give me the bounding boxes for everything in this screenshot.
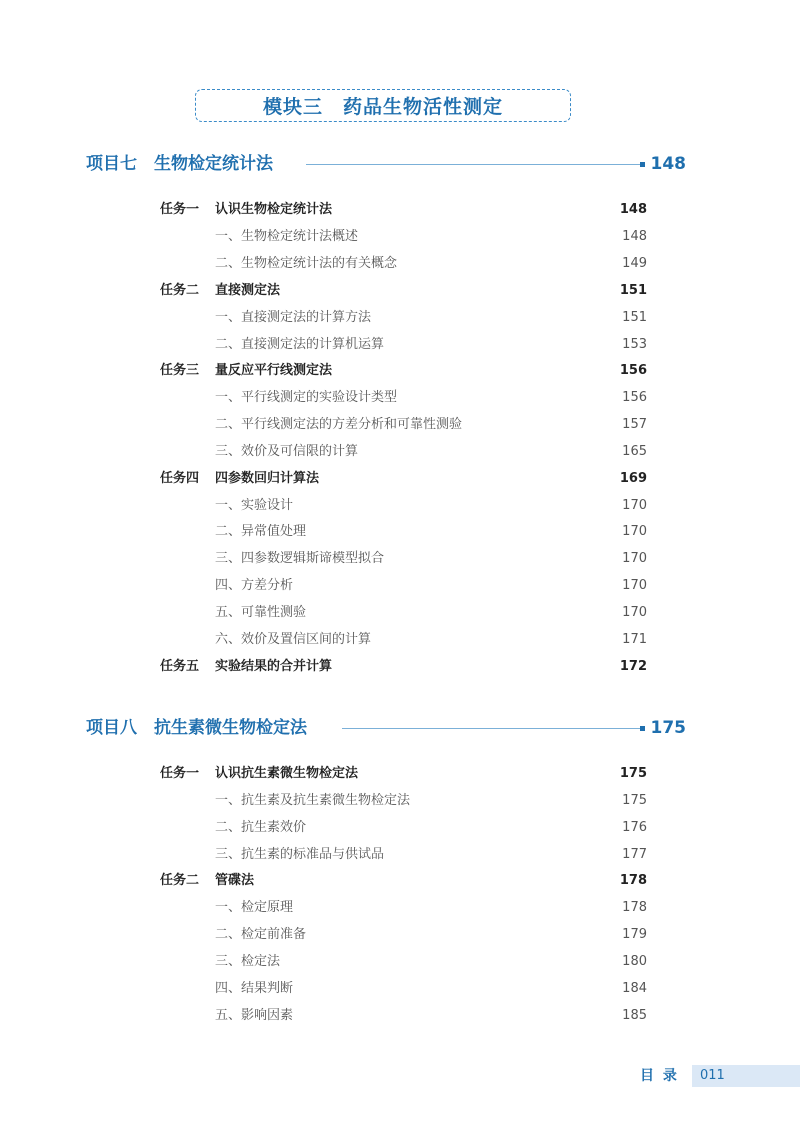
subsection-title: 三、抗生素的标准品与供试品 — [215, 847, 385, 862]
toc-task-row[interactable] — [160, 657, 647, 677]
toc-task-row[interactable] — [160, 200, 647, 220]
toc-subsection-row[interactable] — [160, 818, 647, 838]
page-number: 184 — [622, 981, 647, 996]
toc-subsection-row[interactable] — [160, 415, 647, 435]
footer-label: 目 录 — [640, 1068, 679, 1084]
subsection-title: 一、平行线测定的实验设计类型 — [215, 390, 398, 405]
task-title: 实验结果的合并计算 — [215, 659, 333, 674]
task-title: 认识抗生素微生物检定法 — [215, 766, 359, 781]
page-number: 177 — [622, 847, 647, 862]
subsection-title: 三、效价及可信限的计算 — [215, 444, 359, 459]
toc-task-row[interactable] — [160, 764, 647, 784]
toc-subsection-row[interactable] — [160, 952, 647, 972]
toc-subsection-row[interactable] — [160, 576, 647, 596]
page-number: 153 — [622, 337, 647, 352]
toc-subsection-row[interactable] — [160, 791, 647, 811]
toc-task-row[interactable] — [160, 469, 647, 489]
toc-task-row[interactable] — [160, 871, 647, 891]
subsection-title: 三、检定法 — [215, 954, 281, 969]
project-heading[interactable] — [86, 716, 686, 740]
page-number: 156 — [622, 390, 647, 405]
task-number: 任务一 — [160, 766, 200, 781]
module-title: 模块三 药品生物活性测定 — [262, 96, 503, 118]
project-heading[interactable] — [86, 152, 686, 176]
task-number: 任务二 — [160, 283, 200, 298]
toc-subsection-row[interactable] — [160, 496, 647, 516]
page-number: 170 — [622, 578, 647, 593]
toc-subsection-row[interactable] — [160, 442, 647, 462]
page-number: 185 — [622, 1008, 647, 1023]
subsection-title: 二、检定前准备 — [215, 927, 307, 942]
subsection-title: 一、直接测定法的计算方法 — [215, 310, 372, 325]
task-title: 管碟法 — [215, 873, 255, 888]
page-number: 175 — [622, 793, 647, 808]
toc-subsection-row[interactable] — [160, 522, 647, 542]
subsection-title: 五、影响因素 — [215, 1008, 294, 1023]
page-number: 170 — [622, 524, 647, 539]
subsection-title: 二、抗生素效价 — [215, 820, 307, 835]
subsection-title: 二、生物检定统计法的有关概念 — [215, 256, 398, 271]
subsection-title: 三、四参数逻辑斯谛模型拟合 — [215, 551, 385, 566]
project-page-number: 148 — [650, 154, 686, 174]
page-number: 151 — [622, 310, 647, 325]
toc-subsection-row[interactable] — [160, 549, 647, 569]
toc-subsection-row[interactable] — [160, 603, 647, 623]
task-number: 任务三 — [160, 363, 200, 378]
subsection-title: 一、检定原理 — [215, 900, 294, 915]
page-number: 148 — [622, 229, 647, 244]
page-number: 149 — [622, 256, 647, 271]
toc-subsection-row[interactable] — [160, 254, 647, 274]
leader-dot — [640, 726, 645, 731]
project-label: 项目八 抗生素微生物检定法 — [86, 718, 307, 738]
page-number: 170 — [622, 605, 647, 620]
toc-task-row[interactable] — [160, 281, 647, 301]
task-number: 任务一 — [160, 202, 200, 217]
page-number: 178 — [622, 900, 647, 915]
leader-dot — [640, 162, 645, 167]
module-heading-box — [195, 89, 571, 122]
page-number: 165 — [622, 444, 647, 459]
task-title: 直接测定法 — [215, 283, 281, 298]
project-label: 项目七 生物检定统计法 — [86, 154, 273, 174]
leader-line — [306, 164, 640, 165]
page-number: 176 — [622, 820, 647, 835]
toc-subsection-row[interactable] — [160, 1006, 647, 1026]
task-title: 认识生物检定统计法 — [215, 202, 333, 217]
toc-subsection-row[interactable] — [160, 898, 647, 918]
page-number: 179 — [622, 927, 647, 942]
toc-subsection-row[interactable] — [160, 227, 647, 247]
task-number: 任务五 — [160, 659, 200, 674]
page-number: 180 — [622, 954, 647, 969]
page-number: 157 — [622, 417, 647, 432]
subsection-title: 二、异常值处理 — [215, 524, 307, 539]
subsection-title: 一、生物检定统计法概述 — [215, 229, 359, 244]
subsection-title: 四、结果判断 — [215, 981, 294, 996]
toc-subsection-row[interactable] — [160, 845, 647, 865]
subsection-title: 二、直接测定法的计算机运算 — [215, 337, 385, 352]
page-number: 148 — [619, 202, 647, 217]
task-title: 四参数回归计算法 — [215, 471, 320, 486]
task-number: 任务二 — [160, 873, 200, 888]
page-number: 170 — [622, 551, 647, 566]
page-number: 170 — [622, 498, 647, 513]
page-number: 172 — [619, 659, 647, 674]
page-number: 178 — [619, 873, 647, 888]
page-number: 156 — [619, 363, 647, 378]
subsection-title: 二、平行线测定法的方差分析和可靠性测验 — [215, 417, 463, 432]
footer-page-number: 011 — [700, 1068, 725, 1083]
project-page-number: 175 — [650, 718, 686, 738]
page-number: 169 — [619, 471, 647, 486]
page-number: 151 — [619, 283, 647, 298]
subsection-title: 四、方差分析 — [215, 578, 294, 593]
toc-subsection-row[interactable] — [160, 388, 647, 408]
subsection-title: 六、效价及置信区间的计算 — [215, 632, 372, 647]
page-number: 175 — [619, 766, 647, 781]
toc-subsection-row[interactable] — [160, 630, 647, 650]
toc-subsection-row[interactable] — [160, 335, 647, 355]
toc-task-row[interactable] — [160, 361, 647, 381]
leader-line — [342, 728, 640, 729]
toc-subsection-row[interactable] — [160, 979, 647, 999]
subsection-title: 一、实验设计 — [215, 498, 294, 513]
page-number: 171 — [622, 632, 647, 647]
task-number: 任务四 — [160, 471, 200, 486]
toc-subsection-row[interactable] — [160, 925, 647, 945]
toc-subsection-row[interactable] — [160, 308, 647, 328]
subsection-title: 五、可靠性测验 — [215, 605, 307, 620]
task-title: 量反应平行线测定法 — [215, 363, 333, 378]
subsection-title: 一、抗生素及抗生素微生物检定法 — [215, 793, 411, 808]
